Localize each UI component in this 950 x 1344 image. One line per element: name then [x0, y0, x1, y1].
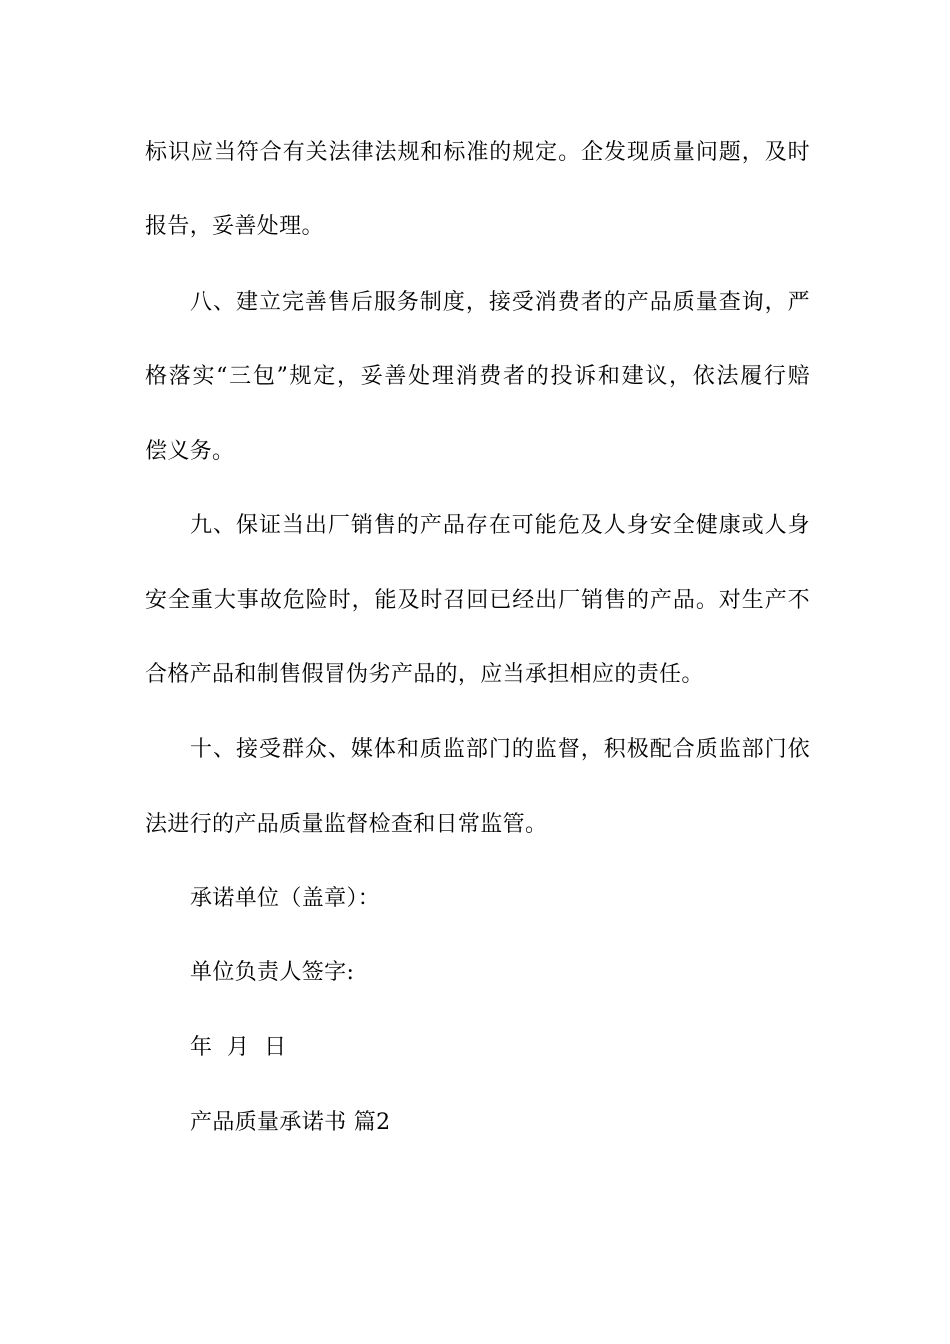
paragraph-line: 标识应当符合有关法律法规和标准的规定。企发现质量问题，及时 [145, 140, 810, 165]
paragraph-line: 偿义务。 [145, 439, 235, 464]
paragraph-line: 九、保证当出厂销售的产品存在可能危及人身安全健康或人身 [190, 513, 810, 538]
paragraph-line: 格落实“三包”规定，妥善处理消费者的投诉和建议，依法履行赔 [145, 364, 810, 389]
paragraph-line: 安全重大事故危险时，能及时召回已经出厂销售的产品。对生产不 [145, 588, 810, 613]
paragraph-line: 八、建立完善售后服务制度，接受消费者的产品质量查询，严 [190, 290, 810, 315]
paragraph-line: 十、接受群众、媒体和质监部门的监督，积极配合质监部门依 [190, 737, 810, 762]
paragraph-line: 报告，妥善处理。 [145, 214, 324, 239]
paragraph-line: 合格产品和制售假冒伪劣产品的，应当承担相应的责任。 [145, 662, 704, 687]
next-section-title: 产品质量承诺书 篇2 [190, 1110, 391, 1135]
signature-unit-label: 承诺单位（盖章）： [190, 886, 381, 911]
signature-leader-label: 单位负责人签字: [190, 960, 355, 985]
signature-date-label: 年 月 日 [190, 1035, 287, 1060]
paragraph-line: 法进行的产品质量监督检查和日常监管。 [145, 812, 548, 837]
